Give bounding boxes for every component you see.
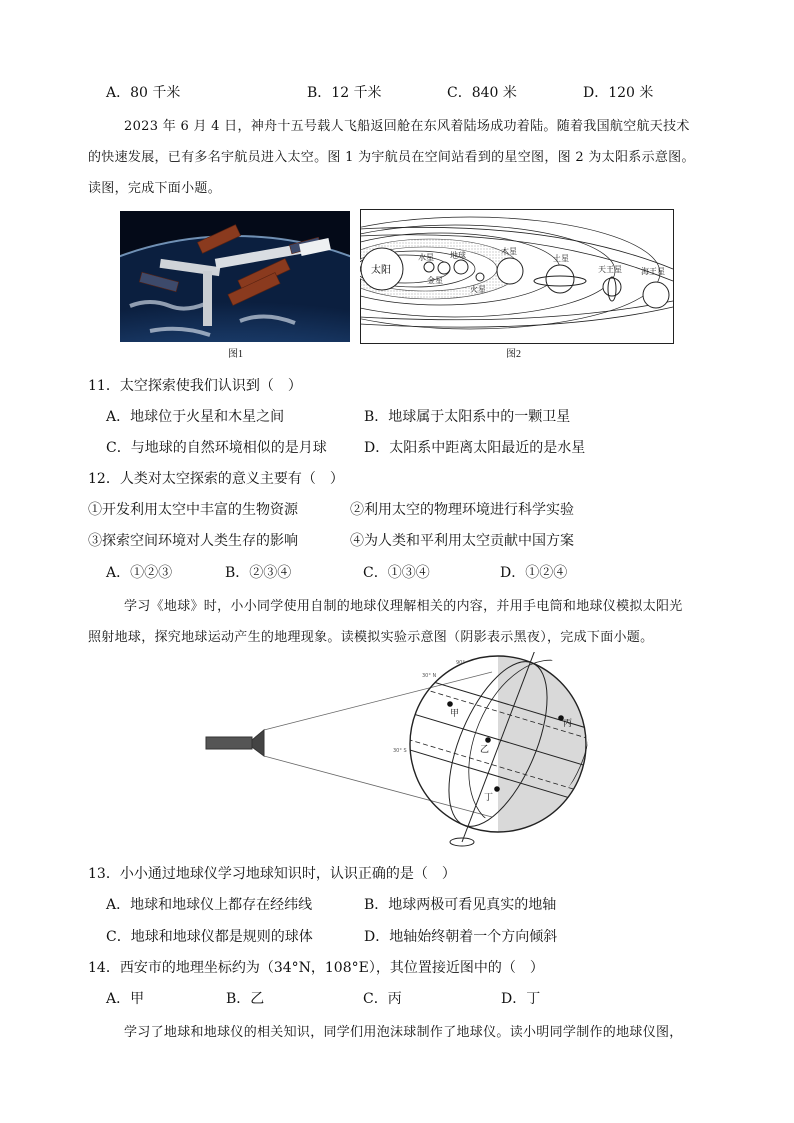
label-earth: 地球 <box>450 251 466 260</box>
label-sun: 太阳 <box>371 265 391 276</box>
q12-statement-3: ③探索空间环境对人类生存的影响 <box>88 533 298 549</box>
lat-label-30s: 30° S <box>393 748 407 754</box>
q11-option-b: B．地球属于太阳系中的一颗卫星 <box>364 409 571 425</box>
label-venus: 金星 <box>427 276 443 285</box>
point-ding-label: 丁 <box>484 793 494 803</box>
label-mercury: 水星 <box>418 253 434 262</box>
q11-option-c: C．与地球的自然环境相似的是月球 <box>106 440 327 456</box>
flashlight-icon <box>206 737 252 749</box>
q14-stem: 14．西安市的地理坐标约为（34°N，108°E），其位置接近图中的（ ） <box>88 960 544 976</box>
label-neptune: 海王星 <box>641 267 665 276</box>
q12-option-d: D．①②④ <box>500 565 568 581</box>
q12-statement-1: ①开发利用太空中丰富的生物资源 <box>88 502 298 518</box>
q12-statement-2: ②利用太空的物理环境进行科学实验 <box>350 502 574 518</box>
label-saturn: 土星 <box>553 254 569 263</box>
figure1-space-station-photo <box>120 211 350 342</box>
label-uranus: 天王星 <box>598 265 622 274</box>
figure2-caption: 图2 <box>506 349 521 360</box>
passage2-line2: 照射地球，探究地球运动产生的地理现象。读模拟实验示意图（阴影表示黑夜），完成下面小题。 <box>88 630 654 645</box>
lat-label-30n: 30° N <box>422 673 437 679</box>
q12-option-c: C．①③④ <box>363 565 430 581</box>
label-jupiter: 木星 <box>501 247 517 256</box>
q12-option-b: B．②③④ <box>225 565 292 581</box>
q10-option-d: D．120 米 <box>583 85 654 101</box>
q13-option-d: D．地轴始终朝着一个方向倾斜 <box>364 929 558 945</box>
point-bing-label: 丙 <box>563 719 573 729</box>
figure1-caption: 图1 <box>228 349 243 360</box>
q14-option-c: C．丙 <box>363 991 402 1007</box>
q12-statement-4: ④为人类和平利用太空贡献中国方案 <box>350 533 574 549</box>
q14-option-a: A．甲 <box>106 991 145 1007</box>
passage1-line3: 读图，完成下面小题。 <box>88 181 222 196</box>
q12-option-a: A．①②③ <box>106 565 173 581</box>
q11-stem: 11．太空探索使我们认识到（ ） <box>88 378 302 394</box>
figure3-globe-experiment <box>200 652 600 852</box>
passage2-line1: 学习《地球》时，小小同学使用自制的地球仪理解相关的内容，并用手电筒和地球仪模拟太阳光 <box>124 599 683 614</box>
q13-stem: 13．小小通过地球仪学习地球知识时，认识正确的是（ ） <box>88 866 456 882</box>
point-jia-label: 甲 <box>450 709 460 719</box>
q10-option-a: A．80 千米 <box>106 85 181 101</box>
q14-option-b: B．乙 <box>226 991 265 1007</box>
q13-option-b: B．地球两极可看见真实的地轴 <box>364 897 557 913</box>
lon-label-90: 90° <box>456 660 465 666</box>
point-yi-label: 乙 <box>480 745 490 755</box>
passage3-line1: 学习了地球和地球仪的相关知识，同学们用泡沫球制作了地球仪。读小明同学制作的地球仪图， <box>124 1025 683 1040</box>
q13-option-c: C．地球和地球仪都是规则的球体 <box>106 929 313 945</box>
label-mars: 火星 <box>470 285 486 294</box>
q10-option-b: B．12 千米 <box>307 85 382 101</box>
passage1-line2: 的快速发展，已有多名宇航员进入太空。图 1 为宇航员在空间站看到的星空图，图 2 为太阳系示意图。 <box>88 150 695 165</box>
q12-stem: 12．人类对太空探索的意义主要有（ ） <box>88 471 344 487</box>
q10-option-c: C．840 米 <box>447 85 517 101</box>
q13-option-a: A．地球和地球仪上都存在经纬线 <box>106 897 313 913</box>
q11-option-d: D．太阳系中距离太阳最近的是水星 <box>364 440 586 456</box>
q14-option-d: D．丁 <box>501 991 541 1007</box>
passage1-line1: 2023 年 6 月 4 日，神舟十五号载人飞船返回舱在东风着陆场成功着陆。随着我国航空航天技术 <box>124 119 690 134</box>
figure2-solar-system-diagram <box>360 209 674 345</box>
q11-option-a: A．地球位于火星和木星之间 <box>106 409 285 425</box>
